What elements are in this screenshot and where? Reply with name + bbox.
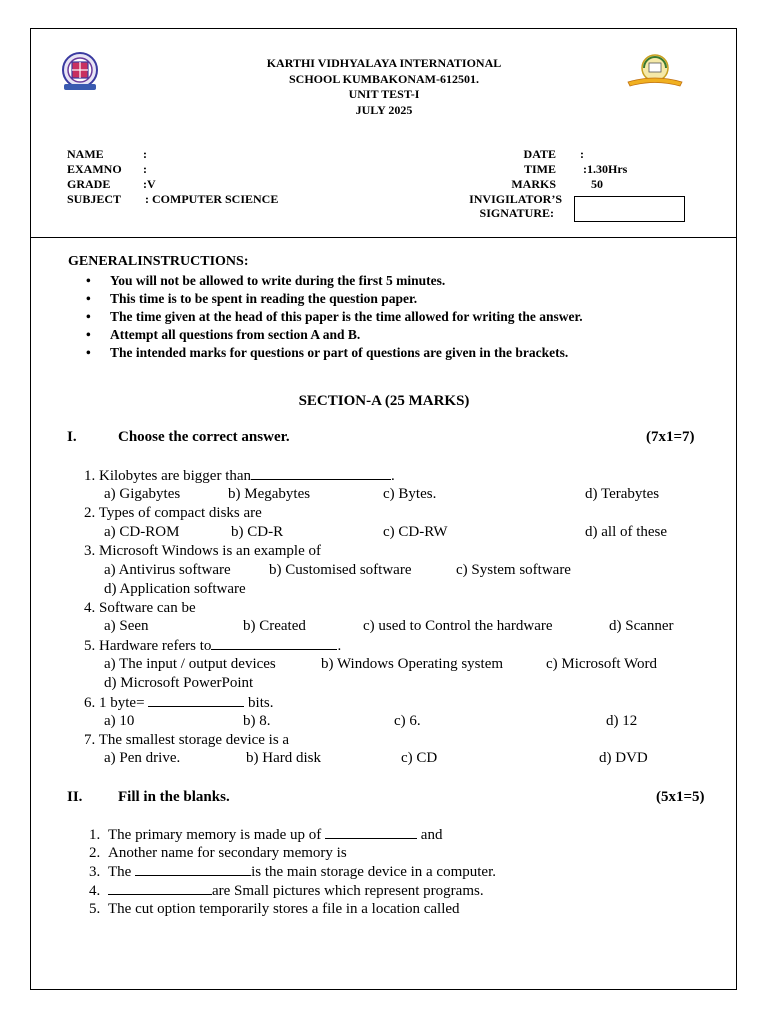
- mcq-option-b[interactable]: b) Hard disk: [246, 750, 321, 766]
- instruction-text: You will not be allowed to write during the first 5 minutes.: [110, 273, 446, 288]
- invigilator-label: [440, 192, 562, 220]
- mcq-option-b[interactable]: b) 8.: [243, 713, 271, 729]
- invigilator-line1: INVIGILATOR’S: [469, 192, 562, 206]
- mcq-option-c[interactable]: c) Bytes.: [383, 486, 437, 502]
- q2-number: II.: [67, 789, 83, 805]
- instructions-list: [86, 272, 583, 362]
- q2-marks: (5x1=5): [656, 789, 705, 805]
- meta-label: DATE: [523, 147, 556, 161]
- signature-box[interactable]: [574, 196, 685, 222]
- mcq-question-4: [84, 599, 196, 618]
- item-number: 1.: [89, 827, 101, 843]
- meta-value: : COMPUTER SCIENCE: [145, 192, 279, 206]
- mcq-option-b[interactable]: b) Created: [243, 618, 306, 634]
- meta-label: EXAMNO: [67, 162, 122, 176]
- meta-right: [440, 147, 640, 192]
- meta-left: [67, 147, 279, 207]
- mcq-option-d[interactable]: d) DVD: [599, 750, 648, 766]
- school-header: [0, 56, 768, 118]
- bullet-icon: •: [86, 327, 91, 342]
- meta-value: :: [580, 147, 584, 161]
- question-text: Hardware refers to: [99, 638, 212, 654]
- fill-blank-2: [89, 844, 347, 863]
- meta-label: GRADE: [67, 177, 111, 191]
- answer-blank[interactable]: [251, 466, 391, 480]
- instruction-text: The time given at the head of this paper is the time allowed for writing the answer.: [110, 309, 583, 324]
- meta-subject-row: [67, 192, 279, 207]
- answer-blank[interactable]: [135, 862, 251, 876]
- item-number: 4.: [89, 883, 101, 899]
- mcq-option-c[interactable]: c) 6.: [394, 713, 421, 729]
- meta-value: :: [143, 147, 147, 161]
- meta-name-row: [67, 147, 147, 162]
- mcq-option-c[interactable]: c) CD-RW: [383, 524, 448, 540]
- meta-value: 50: [591, 177, 603, 191]
- question-suffix: .: [391, 468, 395, 484]
- mcq-option-d[interactable]: d) all of these: [585, 524, 668, 540]
- mcq-option-a[interactable]: a) 10: [104, 713, 135, 729]
- test-month: JULY 2025: [355, 102, 413, 117]
- mcq-option-a[interactable]: a) The input / output devices: [104, 656, 276, 672]
- instructions-title: GENERALINSTRUCTIONS:: [68, 254, 249, 269]
- question-text: Kilobytes are bigger than: [99, 468, 252, 484]
- mcq-question-6: [84, 693, 273, 713]
- question-suffix: .: [337, 638, 342, 654]
- bullet-icon: •: [86, 273, 91, 288]
- item-text: The cut option temporarily stores a file in a location called: [108, 901, 460, 917]
- question-text: 1 byte=: [99, 695, 145, 711]
- fill-blank-3: [89, 862, 496, 882]
- item-text: The primary memory is made up of: [108, 827, 322, 843]
- mcq-option-d[interactable]: d) Microsoft PowerPoint: [104, 675, 254, 691]
- fill-blank-1: [89, 825, 442, 845]
- mcq-option-b[interactable]: b) Megabytes: [228, 486, 311, 502]
- question-number: 1.: [84, 468, 96, 484]
- mcq-option-c[interactable]: c) CD: [401, 750, 438, 766]
- question-number: 3.: [84, 543, 96, 559]
- mcq-option-d[interactable]: d) Scanner: [609, 618, 674, 634]
- answer-blank[interactable]: [108, 881, 212, 895]
- mcq-option-b[interactable]: b) Customised software: [269, 562, 412, 578]
- item-suffix: is the main storage device in a computer.: [251, 864, 496, 880]
- answer-blank[interactable]: [148, 693, 244, 707]
- question-text: Types of compact disks are: [98, 505, 262, 521]
- school-name-line1: KARTHI VIDHYALAYA INTERNATIONAL: [266, 56, 502, 70]
- question-text: Software can be: [99, 600, 196, 616]
- q1-title: Choose the correct answer.: [118, 429, 290, 445]
- q1-number: I.: [67, 429, 77, 445]
- question-number: 6.: [84, 695, 96, 711]
- meta-label: NAME: [67, 147, 104, 161]
- q2-title: Fill in the blanks.: [118, 789, 230, 805]
- meta-date-row: [440, 147, 640, 162]
- fill-blank-4: [89, 881, 484, 901]
- mcq-question-3: [84, 542, 321, 561]
- mcq-option-b[interactable]: b) CD-R: [231, 524, 284, 540]
- school-name-line2: SCHOOL KUMBAKONAM-612501.: [288, 71, 479, 86]
- bullet-icon: •: [86, 345, 91, 360]
- mcq-option-c[interactable]: c) System software: [456, 562, 571, 578]
- mcq-option-a[interactable]: a) CD-ROM: [104, 524, 180, 540]
- item-text: Another name for secondary memory is: [108, 845, 347, 861]
- bullet-icon: •: [86, 309, 91, 324]
- mcq-option-a[interactable]: a) Seen: [104, 618, 149, 634]
- mcq-option-a[interactable]: a) Pen drive.: [104, 750, 181, 766]
- q1-marks: (7x1=7): [646, 429, 695, 445]
- meta-label: SUBJECT: [67, 192, 122, 206]
- mcq-question-2: [84, 504, 262, 523]
- mcq-option-b[interactable]: b) Windows Operating system: [321, 656, 504, 672]
- mcq-option-a[interactable]: a) Antivirus software: [104, 562, 231, 578]
- bullet-icon: •: [86, 291, 91, 306]
- question-number: 5.: [84, 638, 96, 654]
- mcq-question-7: [84, 731, 289, 750]
- instruction-item: [86, 326, 583, 344]
- item-number: 2.: [89, 845, 101, 861]
- meta-label: TIME: [523, 162, 556, 176]
- instruction-item: [86, 308, 583, 326]
- mcq-question-5: [84, 636, 341, 656]
- item-suffix: and: [420, 827, 443, 843]
- question-number: 2.: [84, 505, 96, 521]
- question-number: 7.: [84, 732, 96, 748]
- instruction-text: Attempt all questions from section A and B.: [110, 327, 361, 342]
- test-name: UNIT TEST-I: [348, 87, 420, 101]
- instruction-item: [86, 344, 583, 362]
- mcq-option-d[interactable]: d) Application software: [104, 581, 246, 597]
- fill-blank-5: [89, 900, 460, 919]
- meta-value: :V: [143, 177, 156, 191]
- meta-value: :: [143, 162, 147, 176]
- question-number: 4.: [84, 600, 96, 616]
- meta-grade-row: [67, 177, 156, 192]
- answer-blank[interactable]: [325, 825, 417, 839]
- mcq-option-c[interactable]: c) used to Control the hardware: [363, 618, 553, 634]
- instruction-text: This time is to be spent in reading the question paper.: [110, 291, 418, 306]
- question-suffix: bits.: [248, 695, 274, 711]
- invigilator-line2: SIGNATURE:: [479, 206, 554, 220]
- mcq-option-a[interactable]: a) Gigabytes: [104, 486, 181, 502]
- mcq-option-d[interactable]: d) Terabytes: [585, 486, 660, 502]
- mcq-question-1: [84, 466, 395, 486]
- item-text: The: [108, 864, 132, 880]
- instruction-item: [86, 290, 583, 308]
- instruction-text: The intended marks for questions or part of questions are given in the brackets.: [110, 345, 569, 360]
- meta-marks-row: [440, 177, 640, 192]
- meta-examno-row: [67, 162, 147, 177]
- meta-value: :1.30Hrs: [583, 162, 628, 176]
- instruction-item: [86, 272, 583, 290]
- section-a-title: SECTION-A (25 MARKS): [298, 393, 470, 409]
- item-number: 3.: [89, 864, 101, 880]
- answer-blank[interactable]: [211, 636, 337, 650]
- meta-time-row: [440, 162, 640, 177]
- question-text: Microsoft Windows is an example of: [99, 543, 321, 559]
- question-text: The smallest storage device is a: [98, 732, 290, 748]
- item-number: 5.: [89, 901, 101, 917]
- header-divider: [30, 237, 737, 238]
- mcq-option-c[interactable]: c) Microsoft Word: [546, 656, 657, 672]
- mcq-option-d[interactable]: d) 12: [606, 713, 638, 729]
- item-suffix: are Small pictures which represent programs.: [212, 883, 484, 899]
- meta-label: MARKS: [511, 177, 556, 191]
